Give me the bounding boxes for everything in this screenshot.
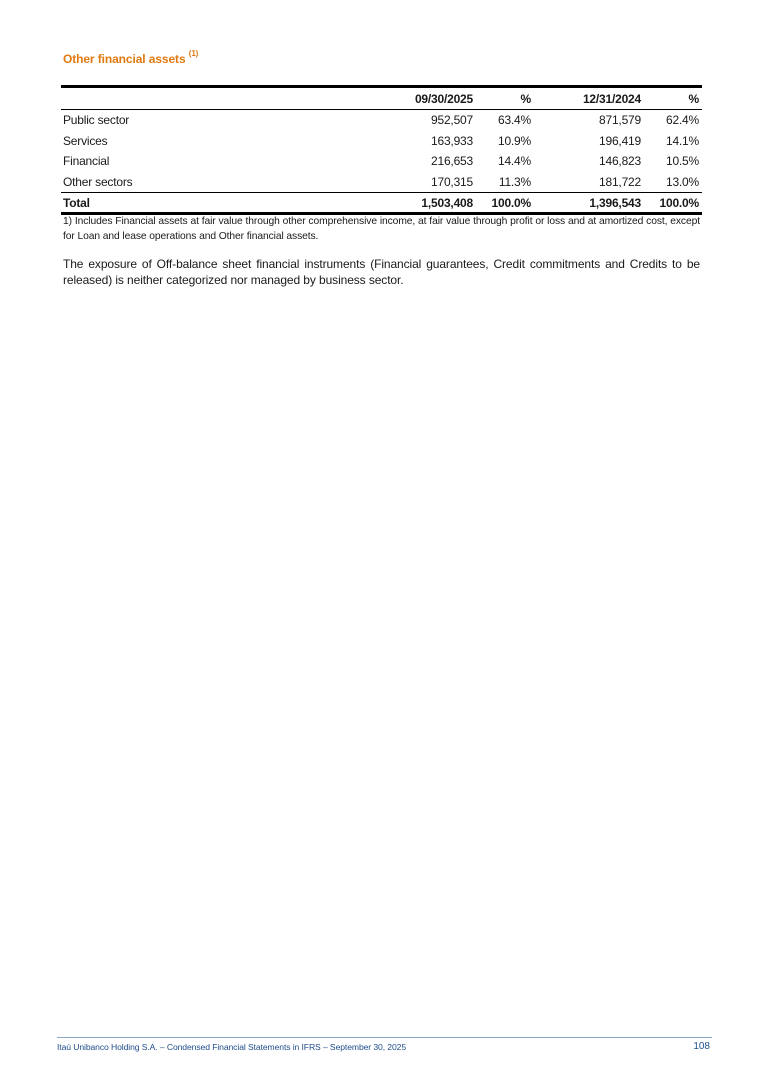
total-value-2024: 1,396,543	[534, 193, 644, 214]
table-row	[61, 110, 702, 131]
section-title	[63, 49, 199, 66]
financial-assets-table	[61, 85, 702, 215]
value-2025: 216,653	[431, 154, 473, 169]
value-2024: 146,823	[599, 154, 641, 169]
total-label: Total	[61, 193, 311, 214]
percent-2024: 62.4%	[665, 113, 699, 128]
section-title-text: Other financial assets	[63, 52, 186, 66]
row-label: Other sectors	[63, 174, 133, 189]
value-2024: 181,722	[599, 174, 641, 189]
total-percent-2024: 100.0%	[644, 193, 702, 214]
header-date-2024: 12/31/2024	[534, 87, 644, 110]
table-row	[61, 172, 702, 193]
percent-2025: 11.3%	[498, 174, 531, 189]
value-2025: 163,933	[431, 133, 473, 148]
value-2024: 871,579	[599, 113, 641, 128]
value-2025: 170,315	[431, 174, 473, 189]
page-number: 108	[693, 1041, 710, 1052]
body-paragraph: The exposure of Off-balance sheet financial instruments (Financial guarantees, Credit commitments and Credits to be released) is neither categorized nor managed by business sector.	[63, 257, 700, 287]
total-percent-2025: 100.0%	[476, 193, 534, 214]
header-percent-2025: %	[476, 87, 534, 110]
total-value-2025: 1,503,408	[311, 193, 476, 214]
percent-2025: 10.9%	[497, 133, 531, 148]
header-percent-2024: %	[644, 87, 702, 110]
value-2024: 196,419	[599, 133, 641, 148]
percent-2024: 13.0%	[665, 174, 699, 189]
header-date-2025: 09/30/2025	[311, 87, 476, 110]
table-row	[61, 151, 702, 172]
table-header-row	[61, 87, 702, 110]
table-row	[61, 131, 702, 152]
header-sector	[61, 87, 311, 110]
percent-2024: 14.1%	[665, 133, 699, 148]
percent-2025: 63.4%	[497, 113, 531, 128]
percent-2025: 14.4%	[497, 154, 531, 169]
row-label: Public sector	[63, 113, 130, 128]
footer-divider	[57, 1037, 712, 1038]
section-title-footnote-ref: (1)	[188, 49, 199, 58]
row-label: Services	[63, 133, 108, 148]
financial-assets-table-container	[61, 85, 702, 215]
percent-2024: 10.5%	[665, 154, 699, 169]
table-footnote: 1) Includes Financial assets at fair value through other comprehensive income, at fair value through profit or loss and at amortized cost, except for Loan and lease operations and Other financial assets.	[63, 216, 700, 242]
row-label: Financial	[63, 154, 110, 169]
value-2025: 952,507	[431, 113, 473, 128]
footer-text: Itaú Unibanco Holding S.A. – Condensed Financial Statements in IFRS – September 30, 2025	[57, 1042, 407, 1052]
table-total-row	[61, 193, 702, 214]
